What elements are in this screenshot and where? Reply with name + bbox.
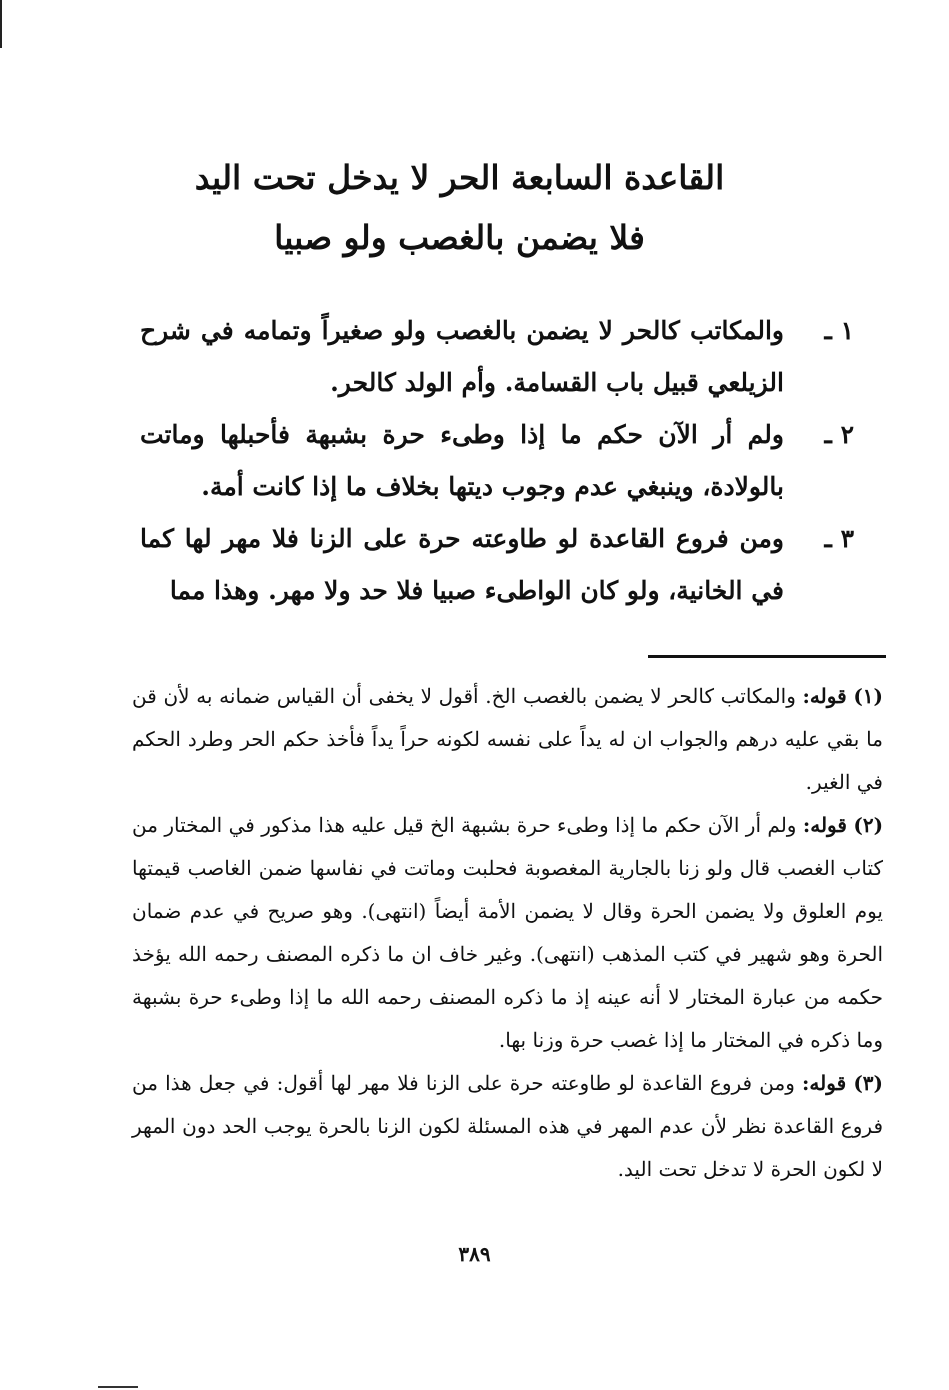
item-number: ١ ـ (824, 316, 854, 345)
footnote (132, 675, 883, 804)
page-number: ٣٨٩ (458, 1242, 491, 1266)
title-line-1: القاعدة السابعة الحر لا يدخل تحت اليد (194, 158, 725, 197)
title-line-2: فلا يضمن بالغصب ولو صبيا (274, 218, 645, 257)
footnote-text: ومن فروع القاعدة لو طاوعته حرة على الزنا فلا مهر لها أقول: في جعل هذا من فروع القاعدة نظر لأن عدم المهر في هذه المسئلة لكون الزنا بالحرة يوجب الحد دون المهر لا لكون الحرة لا تدخل تحت اليد. (132, 1071, 883, 1181)
footnote-ref: (٢) (853, 813, 884, 837)
footnote-text: والمكاتب كالحر لا يضمن بالغصب الخ. أقول لا يخفى أن القياس ضمانه به لأن قن ما بقي عليه درهم والجواب ان له يداً على نفسه لكونه حراً يداً فأخذ حكم الحر وطرد الحكم في الغير. (132, 684, 883, 794)
footnote-ref: (٣) (853, 1071, 883, 1095)
list-item (140, 513, 854, 617)
main-text (140, 305, 854, 617)
rule-title (140, 148, 779, 268)
footnote-separator (648, 655, 886, 658)
footnote-keyword: قوله: (802, 1071, 847, 1095)
footnotes (132, 675, 883, 1191)
item-text: ومن فروع القاعدة لو طاوعته حرة على الزنا فلا مهر لها كما في الخانية، ولو كان الواطىء صبيا فلا حد ولا مهر. وهذا مما (140, 524, 784, 605)
footnote-keyword: قوله: (802, 684, 847, 708)
item-number: ٢ ـ (824, 420, 854, 449)
footnote-text: ولم أر الآن حكم ما إذا وطىء حرة بشبهة الخ قيل عليه هذا مذكور في المختار من كتاب الغصب قال ولو زنا بالجارية المغصوبة فحلبت وماتت في نفاسها ضمن الغاصب قيمتها يوم العلوق ولا يضمن الحرة وقال لا يضمن الأمة أيضاً (انتهى). وهو صريح في عدم ضمان الحرة وهو شهير في كتب المذهب (انتهى). وغير خاف ان ما ذكره المصنف رحمه الله يؤخذ حكمه من عبارة المختار لا أنه عينه إذ ما ذكره المصنف رحمه الله ما إذا وطىء حرة بشبهة وما ذكره في المختار ما إذا غصب حرة وزنا بها. (132, 813, 884, 1052)
footnote-keyword: قوله: (802, 813, 847, 837)
item-text: والمكاتب كالحر لا يضمن بالغصب ولو صغيراً وتمامه في شرح الزيلعي قبيل باب القسامة. وأم الولد كالحر. (140, 316, 784, 397)
footnote-ref: (١) (853, 684, 883, 708)
footnote (132, 1062, 883, 1191)
scan-edge-line (0, 0, 2, 48)
list-item (140, 409, 854, 513)
list-item (140, 305, 854, 409)
item-text: ولم أر الآن حكم ما إذا وطىء حرة بشبهة فأحبلها وماتت بالولادة، وينبغي عدم وجوب ديتها بخلاف ما إذا كانت أمة. (140, 420, 784, 501)
item-number: ٣ ـ (824, 524, 854, 553)
footnote (132, 804, 883, 1062)
scan-corner-mark (98, 1386, 138, 1388)
